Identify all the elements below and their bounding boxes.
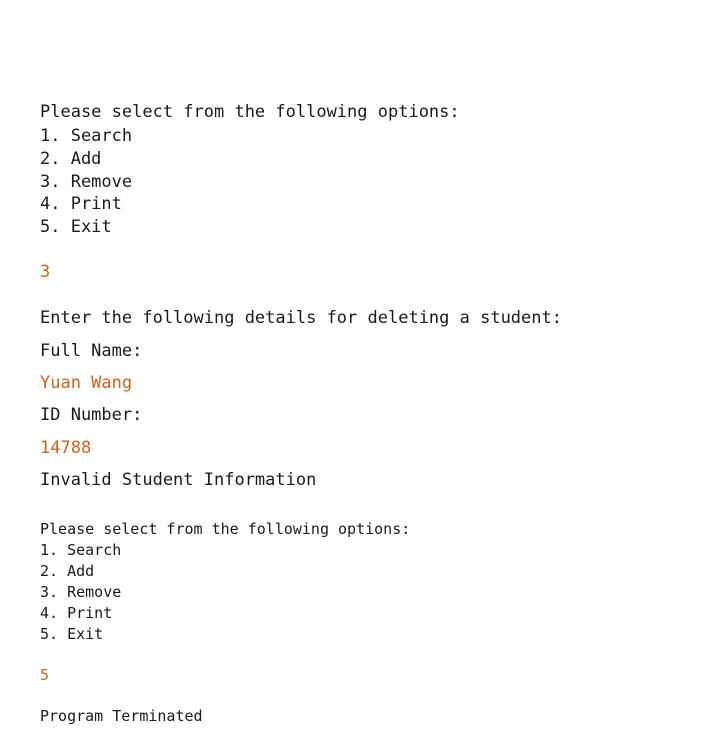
user-input-id-number: 14788 [40,438,92,458]
id-number-label: ID Number: [40,405,143,425]
menu-option-search: 1. Search [40,126,133,146]
menu-option-add: 2. Add [40,149,102,169]
final-message: Program Terminated [40,707,203,725]
user-input-choice: 5 [40,666,50,684]
user-input-choice: 3 [40,262,51,282]
full-name-label: Full Name: [40,341,143,361]
menu-option-search: 1. Search [40,541,122,559]
user-input-full-name: Yuan Wang [40,373,133,393]
menu-option-exit: 5. Exit [40,625,104,643]
menu-option-add: 2. Add [40,562,95,580]
menu-option-remove: 3. Remove [40,583,122,601]
menu-option-print: 4. Print [40,604,113,622]
result-message: Invalid Student Information [40,470,317,490]
menu-option-remove: 3. Remove [40,172,133,192]
menu-prompt: Please select from the following options: [40,520,411,538]
menu-option-exit: 5. Exit [40,217,112,237]
menu-option-print: 4. Print [40,194,122,214]
delete-prompt: Enter the following details for deleting a student: [40,308,562,328]
menu-prompt: Please select from the following options: [40,102,460,122]
